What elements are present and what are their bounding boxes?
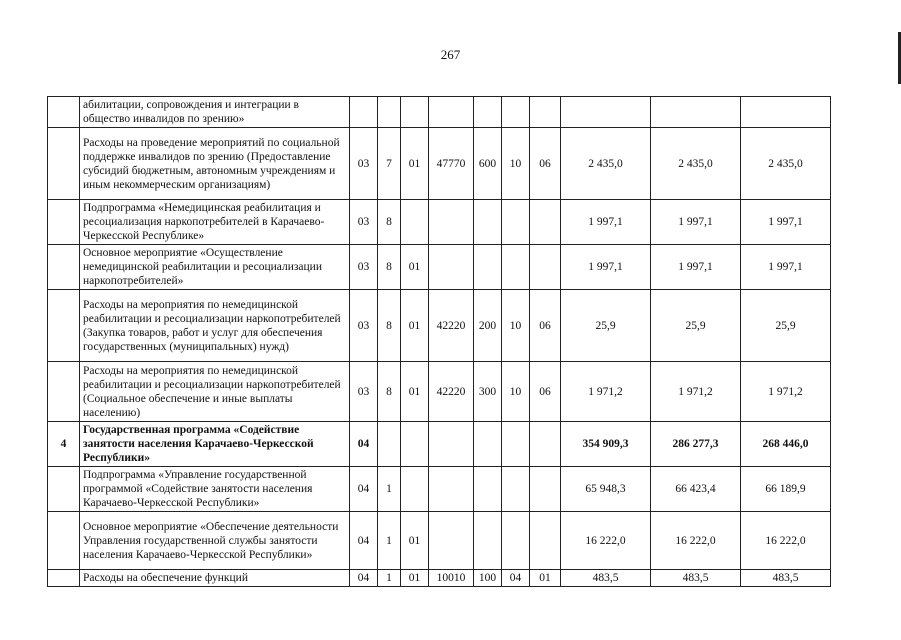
- table-row: [48, 200, 831, 245]
- code-subsection: 06: [530, 128, 561, 200]
- code-subprogram: 1: [378, 570, 401, 587]
- code-direction: 47770: [429, 128, 474, 200]
- code-measure: [401, 97, 429, 128]
- table-row: [48, 422, 831, 467]
- row-description: Основное мероприятие «Осуществление немедицинской реабилитации и ресоциализации наркопотребителей»: [80, 245, 350, 290]
- row-number: [48, 97, 80, 128]
- code-direction: [429, 467, 474, 512]
- code-measure: [401, 422, 429, 467]
- code-section: 10: [502, 290, 530, 362]
- code-expense-type: 100: [474, 570, 502, 587]
- code-program: [350, 97, 378, 128]
- code-section: [502, 422, 530, 467]
- amount-year-2: 2 435,0: [651, 128, 741, 200]
- row-number: [48, 362, 80, 422]
- row-number: 4: [48, 422, 80, 467]
- amount-year-2: 1 971,2: [651, 362, 741, 422]
- row-description: абилитации, сопровождения и интеграции в общество инвалидов по зрению»: [80, 97, 350, 128]
- code-subsection: [530, 97, 561, 128]
- code-program: 04: [350, 570, 378, 587]
- amount-year-2: 286 277,3: [651, 422, 741, 467]
- budget-table: [47, 96, 831, 587]
- amount-year-3: 483,5: [741, 570, 831, 587]
- row-description: Расходы на проведение мероприятий по социальной поддержке инвалидов по зрению (Предоставление субсидий бюджетным, автономным учреждениям и иным некоммерческим организациям): [80, 128, 350, 200]
- table-row: [48, 467, 831, 512]
- code-expense-type: 600: [474, 128, 502, 200]
- code-subsection: [530, 245, 561, 290]
- code-direction: [429, 512, 474, 570]
- amount-year-1: 65 948,3: [561, 467, 651, 512]
- amount-year-1: 1 997,1: [561, 245, 651, 290]
- amount-year-3: 25,9: [741, 290, 831, 362]
- code-program: 03: [350, 200, 378, 245]
- code-expense-type: [474, 245, 502, 290]
- code-section: [502, 512, 530, 570]
- code-measure: 01: [401, 362, 429, 422]
- amount-year-1: [561, 97, 651, 128]
- code-measure: 01: [401, 512, 429, 570]
- code-section: [502, 200, 530, 245]
- row-description: Подпрограмма «Немедицинская реабилитация и ресоциализация наркопотребителей в Карачаево-Черкесской Республике»: [80, 200, 350, 245]
- row-number: [48, 128, 80, 200]
- table-row: [48, 570, 831, 587]
- amount-year-1: 1 997,1: [561, 200, 651, 245]
- row-number: [48, 290, 80, 362]
- row-number: [48, 570, 80, 587]
- code-measure: 01: [401, 245, 429, 290]
- code-expense-type: [474, 97, 502, 128]
- code-program: 03: [350, 128, 378, 200]
- code-expense-type: [474, 422, 502, 467]
- row-number: [48, 467, 80, 512]
- amount-year-2: 483,5: [651, 570, 741, 587]
- code-subsection: 06: [530, 362, 561, 422]
- code-direction: 42220: [429, 362, 474, 422]
- code-subsection: [530, 467, 561, 512]
- code-direction: [429, 200, 474, 245]
- amount-year-1: 2 435,0: [561, 128, 651, 200]
- table-row: [48, 362, 831, 422]
- row-description: Основное мероприятие «Обеспечение деятельности Управления государственной службы занятости населения Карачаево-Черкесской Республики»: [80, 512, 350, 570]
- code-direction: 10010: [429, 570, 474, 587]
- code-expense-type: [474, 200, 502, 245]
- code-program: 04: [350, 467, 378, 512]
- code-subsection: [530, 200, 561, 245]
- amount-year-2: 25,9: [651, 290, 741, 362]
- amount-year-2: 66 423,4: [651, 467, 741, 512]
- amount-year-3: 16 222,0: [741, 512, 831, 570]
- row-description: Расходы на мероприятия по немедицинской реабилитации и ресоциализации наркопотребителей (Закупка товаров, работ и услуг для обеспечения государственных (муниципальных) нужд): [80, 290, 350, 362]
- code-expense-type: [474, 512, 502, 570]
- code-subsection: 06: [530, 290, 561, 362]
- table-row: [48, 245, 831, 290]
- amount-year-3: 268 446,0: [741, 422, 831, 467]
- amount-year-3: 1 997,1: [741, 200, 831, 245]
- code-direction: [429, 422, 474, 467]
- amount-year-2: 16 222,0: [651, 512, 741, 570]
- amount-year-3: 1 971,2: [741, 362, 831, 422]
- code-subsection: 01: [530, 570, 561, 587]
- row-number: [48, 200, 80, 245]
- code-subprogram: 8: [378, 200, 401, 245]
- amount-year-2: [651, 97, 741, 128]
- code-section: [502, 97, 530, 128]
- code-subprogram: 8: [378, 362, 401, 422]
- amount-year-1: 25,9: [561, 290, 651, 362]
- code-subsection: [530, 422, 561, 467]
- code-subprogram: 1: [378, 467, 401, 512]
- code-program: 03: [350, 245, 378, 290]
- code-direction: [429, 97, 474, 128]
- amount-year-3: 1 997,1: [741, 245, 831, 290]
- code-subprogram: [378, 97, 401, 128]
- amount-year-1: 1 971,2: [561, 362, 651, 422]
- amount-year-1: 483,5: [561, 570, 651, 587]
- table-row: [48, 97, 831, 128]
- row-description: Расходы на обеспечение функций: [80, 570, 350, 587]
- code-subsection: [530, 512, 561, 570]
- code-expense-type: [474, 467, 502, 512]
- code-measure: [401, 467, 429, 512]
- amount-year-1: 16 222,0: [561, 512, 651, 570]
- code-expense-type: 200: [474, 290, 502, 362]
- amount-year-3: 66 189,9: [741, 467, 831, 512]
- amount-year-3: [741, 97, 831, 128]
- code-program: 04: [350, 512, 378, 570]
- code-subprogram: 8: [378, 290, 401, 362]
- amount-year-2: 1 997,1: [651, 200, 741, 245]
- code-program: 03: [350, 290, 378, 362]
- row-number: [48, 245, 80, 290]
- code-expense-type: 300: [474, 362, 502, 422]
- amount-year-1: 354 909,3: [561, 422, 651, 467]
- code-program: 03: [350, 362, 378, 422]
- code-direction: [429, 245, 474, 290]
- code-measure: 01: [401, 290, 429, 362]
- row-number: [48, 512, 80, 570]
- code-section: 10: [502, 128, 530, 200]
- code-subprogram: [378, 422, 401, 467]
- amount-year-2: 1 997,1: [651, 245, 741, 290]
- code-measure: 01: [401, 128, 429, 200]
- row-description: Подпрограмма «Управление государственной программой «Содействие занятости населения Карачаево-Черкесской Республики»: [80, 467, 350, 512]
- row-description: Государственная программа «Содействие занятости населения Карачаево-Черкесской Республики»: [80, 422, 350, 467]
- code-program: 04: [350, 422, 378, 467]
- code-section: [502, 245, 530, 290]
- table-row: [48, 512, 831, 570]
- code-measure: [401, 200, 429, 245]
- page-number: 267: [440, 47, 461, 62]
- row-description: Расходы на мероприятия по немедицинской реабилитации и ресоциализации наркопотребителей (Социальное обеспечение и иные выплаты населению): [80, 362, 350, 422]
- code-direction: 42220: [429, 290, 474, 362]
- code-measure: 01: [401, 570, 429, 587]
- code-subprogram: 8: [378, 245, 401, 290]
- code-section: 10: [502, 362, 530, 422]
- table-row: [48, 128, 831, 200]
- code-subprogram: 1: [378, 512, 401, 570]
- amount-year-3: 2 435,0: [741, 128, 831, 200]
- table-row: [48, 290, 831, 362]
- code-section: [502, 467, 530, 512]
- code-section: 04: [502, 570, 530, 587]
- code-subprogram: 7: [378, 128, 401, 200]
